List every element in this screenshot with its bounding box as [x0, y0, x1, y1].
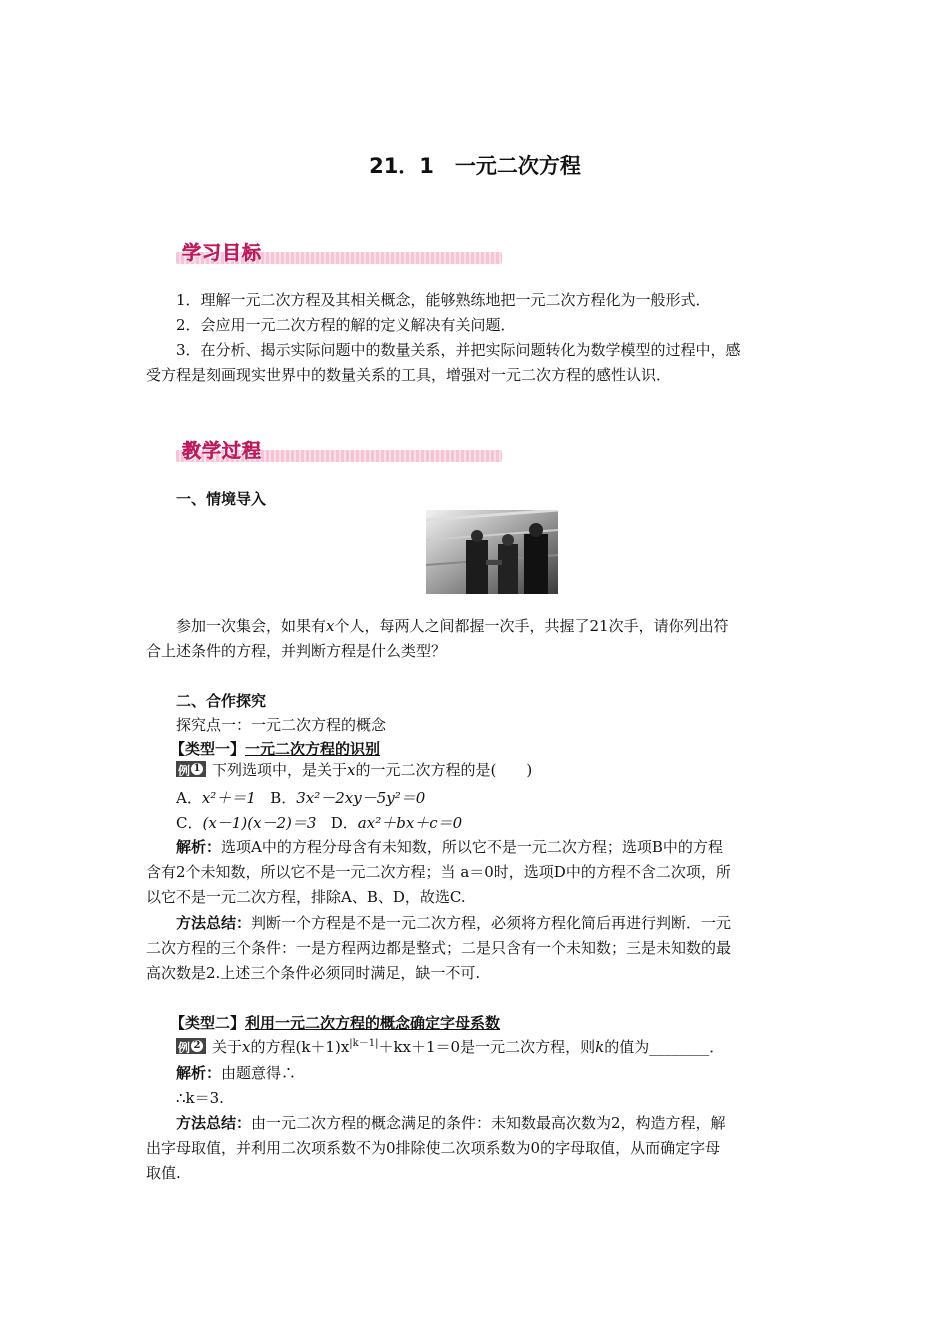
analysis-1-line-1 — [176, 835, 806, 859]
summary-label: 方法总结： — [176, 914, 252, 932]
example-2-question — [176, 1032, 806, 1059]
intro-line-2: 合上述条件的方程，并判断方程是什么类型？ — [146, 642, 447, 660]
banner-label: 教学过程 — [182, 440, 263, 462]
example-badge — [176, 761, 206, 777]
summary-2-line-1 — [176, 1111, 806, 1135]
variable-x: x — [347, 761, 356, 779]
option-d-label: D． — [330, 814, 358, 832]
intro-text: 参加一次集会，如果有 — [176, 617, 327, 635]
question-text: 的值为________． — [604, 1038, 725, 1056]
example-char: 例 — [178, 764, 191, 778]
section-banner-goals — [176, 238, 502, 266]
analysis-label: 解析： — [176, 838, 222, 856]
summary-text: 由一元二次方程的概念满足的条件：未知数最高次数为2，构造方程，解 — [251, 1114, 726, 1132]
example-number: 2 — [191, 1040, 203, 1052]
options-row-1 — [176, 786, 806, 810]
analysis-2-line — [176, 1061, 806, 1085]
option-b-equation: 3x²－2xy－5y²＝0 — [296, 789, 426, 807]
question-text: 的一元二次方程的是( ) — [355, 761, 533, 779]
goal-line-3: 3．在分析、揭示实际问题中的数量关系，并把实际问题转化为数学模型的过程中，感 — [176, 341, 741, 359]
goal-line-2: 2．会应用一元二次方程的解的定义解决有关问题． — [176, 316, 516, 334]
summary-1-line-1 — [176, 911, 806, 935]
example-badge — [176, 1038, 206, 1054]
type-title: 一元二次方程的识别 — [245, 740, 381, 758]
summary-label: 方法总结： — [176, 1114, 252, 1132]
summary-text: 判断一个方程是不是一元二次方程，必须将方程化简后再进行判断．一元 — [251, 914, 732, 932]
example-1-question — [176, 758, 806, 782]
question-text: 下列选项中，是关于 — [212, 761, 348, 779]
option-a-equation: x²＋＝1 — [201, 789, 256, 807]
analysis-1-line-3: 以它不是一元二次方程，排除A、B、D，故选C. — [146, 888, 466, 906]
question-text: 关于 — [212, 1038, 243, 1056]
exponent: |k－1| — [349, 1038, 379, 1049]
page-title: 21．1 一元二次方程 — [369, 154, 581, 178]
analysis-label: 解析： — [176, 1064, 222, 1082]
summary-1-line-2: 二次方程的三个条件：一是方程两边都是整式；二是只含有一个未知数；三是未知数的最 — [146, 939, 732, 957]
option-c-equation: (x－1)(x－2)＝3 — [202, 814, 317, 832]
analysis-2-result: ∴k＝3. — [176, 1089, 224, 1107]
variable-k: k — [595, 1038, 605, 1056]
option-c-label: C． — [176, 814, 203, 832]
option-d-equation: ax²＋bx＋c＝0 — [357, 814, 463, 832]
example-number: 1 — [191, 763, 203, 775]
goal-line-1: 1．理解一元二次方程及其相关概念，能够熟练地把一元二次方程化为一般形式． — [176, 291, 711, 309]
analysis-text: 由题意得∴ — [221, 1064, 297, 1082]
intro-line-1 — [176, 614, 806, 638]
summary-2-line-3: 取值. — [146, 1164, 181, 1182]
section-heading-explore: 二、合作探究 — [176, 692, 267, 710]
explore-point-1: 探究点一：一元二次方程的概念 — [176, 716, 387, 734]
analysis-1-line-2: 含有2个未知数，所以它不是一元二次方程；当 a＝0时，选项D中的方程不含二次项，所 — [146, 863, 731, 881]
type-tag: 【类型二】 — [170, 1014, 246, 1032]
section-banner-process — [176, 436, 502, 464]
section-heading-intro: 一、情境导入 — [176, 490, 267, 508]
type-tag: 【类型一】 — [170, 740, 246, 758]
question-text: ＋kx＋1＝0是一元二次方程，则 — [378, 1038, 596, 1056]
analysis-text: 选项A中的方程分母含有未知数，所以它不是一元二次方程；选项B中的方程 — [221, 838, 723, 856]
summary-2-line-2: 出字母取值，并利用二次项系数不为0排除使二次项系数为0的字母取值，从而确定字母 — [146, 1139, 721, 1157]
type-title: 利用一元二次方程的概念确定字母系数 — [245, 1014, 501, 1032]
option-b-label: B． — [270, 789, 297, 807]
question-text: 的方程(k＋1)x — [250, 1038, 350, 1056]
options-row-2 — [176, 811, 806, 835]
handshake-photo — [426, 510, 558, 594]
example-char: 例 — [178, 1041, 191, 1055]
goal-line-4: 受方程是刻画现实世界中的数量关系的工具，增强对一元二次方程的感性认识． — [146, 366, 672, 384]
variable-x: x — [242, 1038, 251, 1056]
banner-label: 学习目标 — [182, 242, 263, 264]
intro-text: 个人，每两人之间都握一次手，共握了21次手，请你列出符 — [334, 617, 729, 635]
variable-x: x — [326, 617, 335, 635]
option-a-label: A． — [176, 789, 202, 807]
summary-1-line-3: 高次数是2.上述三个条件必须同时满足，缺一不可. — [146, 964, 481, 982]
